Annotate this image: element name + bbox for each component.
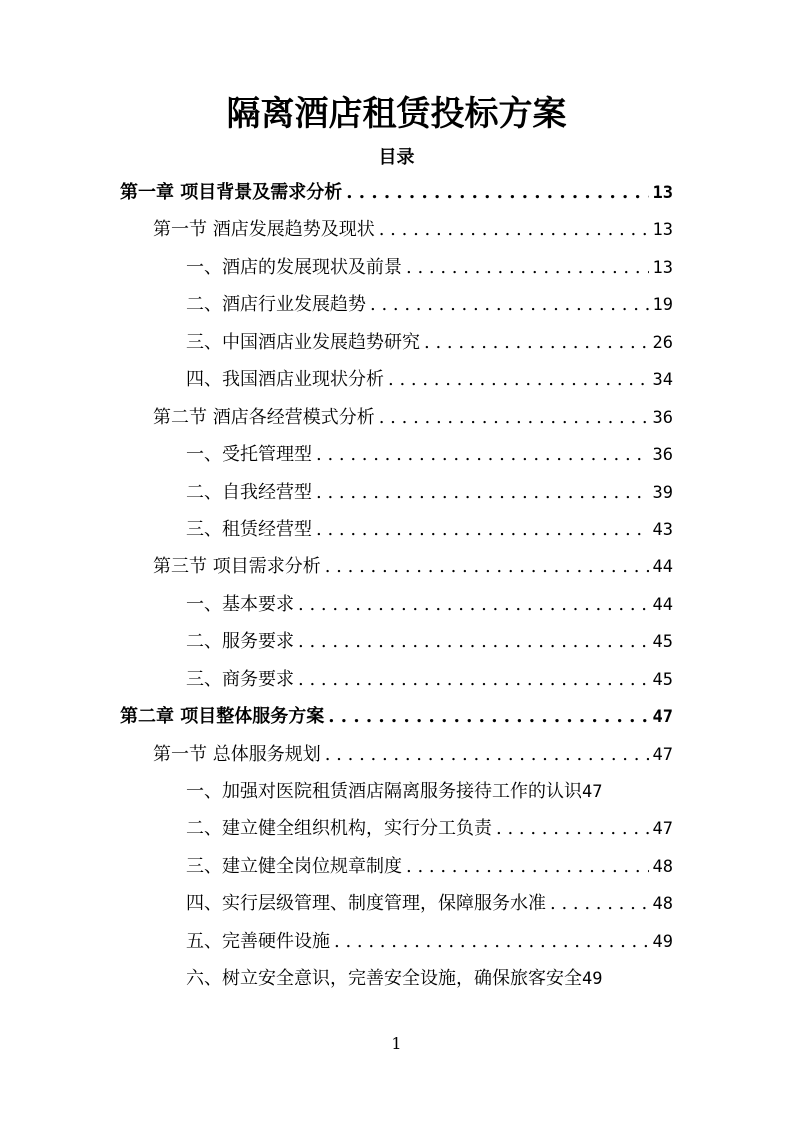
toc-entry[interactable] <box>120 661 673 698</box>
toc-entry-label: 三、建立健全岗位规章制度 <box>186 855 402 877</box>
toc-entry-label: 第二节 酒店各经营模式分析 <box>153 406 375 428</box>
toc-entry-label: 一、基本要求 <box>186 593 294 615</box>
toc-entry[interactable] <box>120 174 673 211</box>
toc-entry[interactable] <box>120 286 673 323</box>
page-number: 1 <box>391 1034 402 1053</box>
toc-entry-page: 39 <box>652 482 673 503</box>
toc-entry-label: 四、实行层级管理、制度管理，保障服务水准 <box>186 893 546 915</box>
toc-heading: 目录 <box>378 147 415 168</box>
toc-entry-label: 第三节 项目需求分析 <box>153 556 321 578</box>
toc-entry-page: 43 <box>652 519 673 540</box>
toc-leader-dots <box>379 211 649 248</box>
toc-entry-label: 第一节 总体服务规划 <box>153 743 321 765</box>
toc-entry-page: 13 <box>652 220 673 241</box>
toc-leader-dots <box>334 923 649 960</box>
document-title: 隔离酒店租赁投标方案 <box>226 94 567 134</box>
toc-entry[interactable] <box>120 474 673 511</box>
toc-entry-label: 一、加强对医院租赁酒店隔离服务接待工作的认识 <box>186 781 582 802</box>
toc-entry-page: 49 <box>582 969 603 990</box>
toc-leader-dots <box>550 885 649 922</box>
toc-leader-dots <box>298 623 649 660</box>
toc-leader-dots <box>370 286 649 323</box>
toc-leader-dots <box>316 474 649 511</box>
toc-entry[interactable] <box>120 324 673 361</box>
toc-entry[interactable] <box>120 698 673 735</box>
toc-entry[interactable] <box>120 211 673 248</box>
toc-entry-page: 34 <box>652 370 673 391</box>
toc-entry-page: 44 <box>652 594 673 615</box>
toc-entry[interactable] <box>120 249 673 286</box>
toc-entry-page: 26 <box>652 332 673 353</box>
toc-leader-dots <box>316 436 649 473</box>
toc-entry[interactable] <box>120 548 673 585</box>
toc-entry-page: 47 <box>652 744 673 765</box>
toc-leader-dots <box>325 548 649 585</box>
toc-entry-label: 二、自我经营型 <box>186 481 312 503</box>
toc-entry-label: 六、树立安全意识，完善安全设施，确保旅客安全 <box>186 968 582 990</box>
toc-entry-label: 三、中国酒店业发展趋势研究 <box>186 331 420 353</box>
toc-entry-label: 三、商务要求 <box>186 668 294 690</box>
toc-entry-label: 第一节 酒店发展趋势及现状 <box>153 219 375 241</box>
toc-entry-label: 一、酒店的发展现状及前景 <box>186 256 402 278</box>
toc-leader-dots <box>406 249 649 286</box>
table-of-contents <box>120 174 673 998</box>
toc-entry[interactable] <box>120 511 673 548</box>
toc-entry-page: 45 <box>652 632 673 653</box>
toc-entry[interactable] <box>120 361 673 398</box>
toc-entry-label: 第一章 项目背景及需求分析 <box>120 182 343 203</box>
toc-entry-page: 48 <box>652 856 673 877</box>
toc-leader-dots <box>496 810 649 847</box>
toc-entry[interactable] <box>120 885 673 922</box>
toc-entry[interactable] <box>120 586 673 623</box>
toc-entry[interactable] <box>120 960 673 997</box>
toc-entry[interactable] <box>120 623 673 660</box>
toc-leader-dots <box>328 698 648 735</box>
toc-entry-page: 49 <box>652 931 673 952</box>
toc-entry[interactable] <box>120 436 673 473</box>
toc-entry-label: 二、建立健全组织机构，实行分工负责 <box>186 818 492 840</box>
toc-leader-dots <box>325 736 649 773</box>
toc-leader-dots <box>298 586 649 623</box>
toc-entry-page: 47 <box>652 819 673 840</box>
toc-entry-label: 二、服务要求 <box>186 631 294 653</box>
toc-entry-page: 36 <box>652 445 673 466</box>
toc-entry-page: 45 <box>652 669 673 690</box>
toc-entry[interactable] <box>120 736 673 773</box>
toc-entry-page: 48 <box>652 894 673 915</box>
toc-leader-dots <box>346 174 648 211</box>
toc-entry-page: 19 <box>652 295 673 316</box>
toc-leader-dots <box>316 511 649 548</box>
toc-leader-dots <box>406 848 649 885</box>
toc-entry-page: 13 <box>652 257 673 278</box>
toc-entry[interactable] <box>120 810 673 847</box>
toc-leader-dots <box>388 361 649 398</box>
toc-entry-label: 四、我国酒店业现状分析 <box>186 369 384 391</box>
toc-entry-page: 36 <box>652 407 673 428</box>
toc-leader-dots <box>379 399 649 436</box>
toc-entry-label: 二、酒店行业发展趋势 <box>186 294 366 316</box>
toc-entry-page: 13 <box>652 183 673 203</box>
toc-entry-label: 三、租赁经营型 <box>186 518 312 540</box>
toc-entry-label: 一、受托管理型 <box>186 444 312 466</box>
toc-entry[interactable] <box>120 923 673 960</box>
toc-leader-dots <box>424 324 649 361</box>
toc-entry[interactable] <box>120 773 673 810</box>
toc-entry-page: 47 <box>652 707 673 728</box>
toc-entry-page: 44 <box>652 557 673 578</box>
toc-entry[interactable] <box>120 399 673 436</box>
toc-entry[interactable] <box>120 848 673 885</box>
toc-leader-dots <box>298 661 649 698</box>
toc-entry-label: 第二章 项目整体服务方案 <box>120 706 325 728</box>
toc-entry-label: 五、完善硬件设施 <box>186 930 330 952</box>
toc-entry-page: 47 <box>582 782 603 802</box>
